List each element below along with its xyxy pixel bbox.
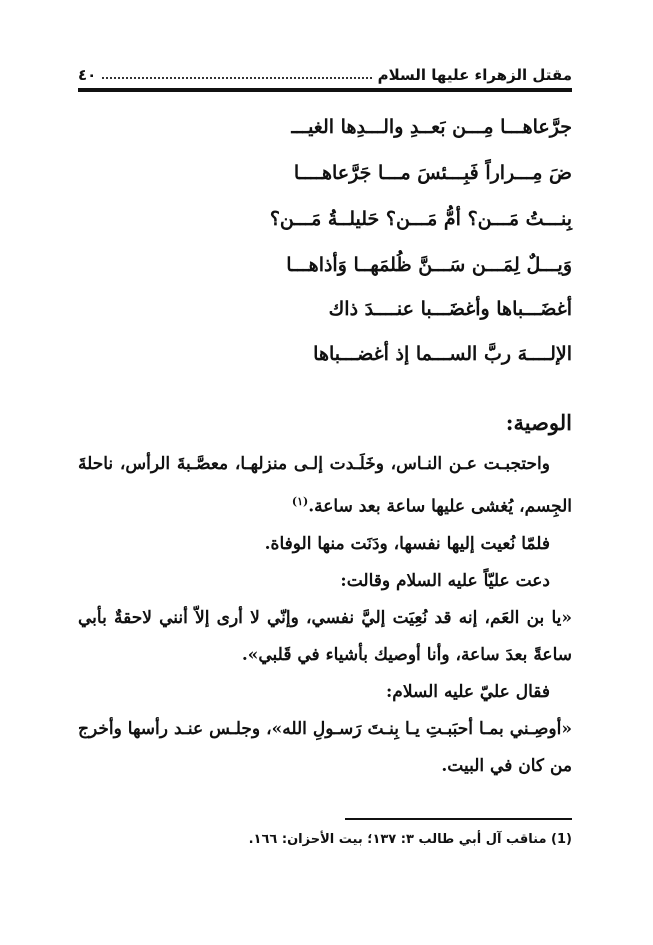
footnote-reference: (١) — [291, 495, 309, 508]
paragraph: فلمّا نُعيت إليها نفسها، ودَنَت منها الوفاة. — [264, 533, 550, 554]
paragraph: «أوصِـني بمـا أحبَبـتِ يـا بِنـتَ رَسـولِ الله»، وجلـس عنـد رأسها وأخرج من كان في البيت. — [78, 718, 572, 776]
book-title: مقتل الزهراء عليها السلام — [377, 66, 572, 84]
poem-line: بِنـــتُ مَـــن؟ أمُّ مَـــن؟ حَليلــةُ مَـــن؟ — [269, 208, 572, 230]
poem-line: وَيـــلٌ لِمَـــن سَـــنَّ ظُلمَهــا وَأذاهـــا — [286, 254, 572, 276]
footnote-rule — [345, 818, 572, 820]
header-dot-leader — [102, 76, 371, 79]
paragraph-text: واحتجبـت عـن النـاس، وخَلَـدت إلـى منزلهـا، معصَّـبةَ الرأس، ناحلةَ الجِسم، يُغشى عليها ساعة بعد ساعة. — [78, 454, 572, 517]
page-number: ٤٠ — [78, 66, 97, 84]
running-header — [78, 54, 572, 84]
section-title: الوصية: — [505, 410, 572, 435]
paragraph: دعت عليّاً عليه السلام وقالت: — [340, 570, 550, 591]
footnote: (1) مناقب آل أبي طالب ٣: ١٣٧؛ بيت الأحزان: ١٦٦. — [248, 832, 572, 847]
body-text — [78, 446, 572, 785]
poem-line: ضَ مِـــراراً فَبِـــئسَ مـــا جَرَّعاهــــا — [293, 162, 572, 184]
poem-line: أغضَـــباها وأغضَـــبا عنــــدَ ذاك — [328, 298, 572, 320]
poem-line: الإلــــهَ ربَّ الســـما إذ أغضـــباها — [313, 343, 572, 365]
paragraph: «يا بن العَم، إنه قد نُعِيَت إليَّ نفسي، وإنّي لا أرى إلاّ أنني لاحقةٌ بأبي ساعةً بعدَ ساعة، وأنا أوصيك بأشياء في قَلبي». — [78, 607, 572, 665]
paragraph — [78, 446, 572, 526]
paragraph: فقال عليّ عليه السلام: — [386, 681, 550, 702]
header-rule — [78, 88, 572, 92]
poem-line: جرَّعاهـــا مِـــن بَعــدِ والـــدِها الغيـــ — [291, 116, 572, 138]
